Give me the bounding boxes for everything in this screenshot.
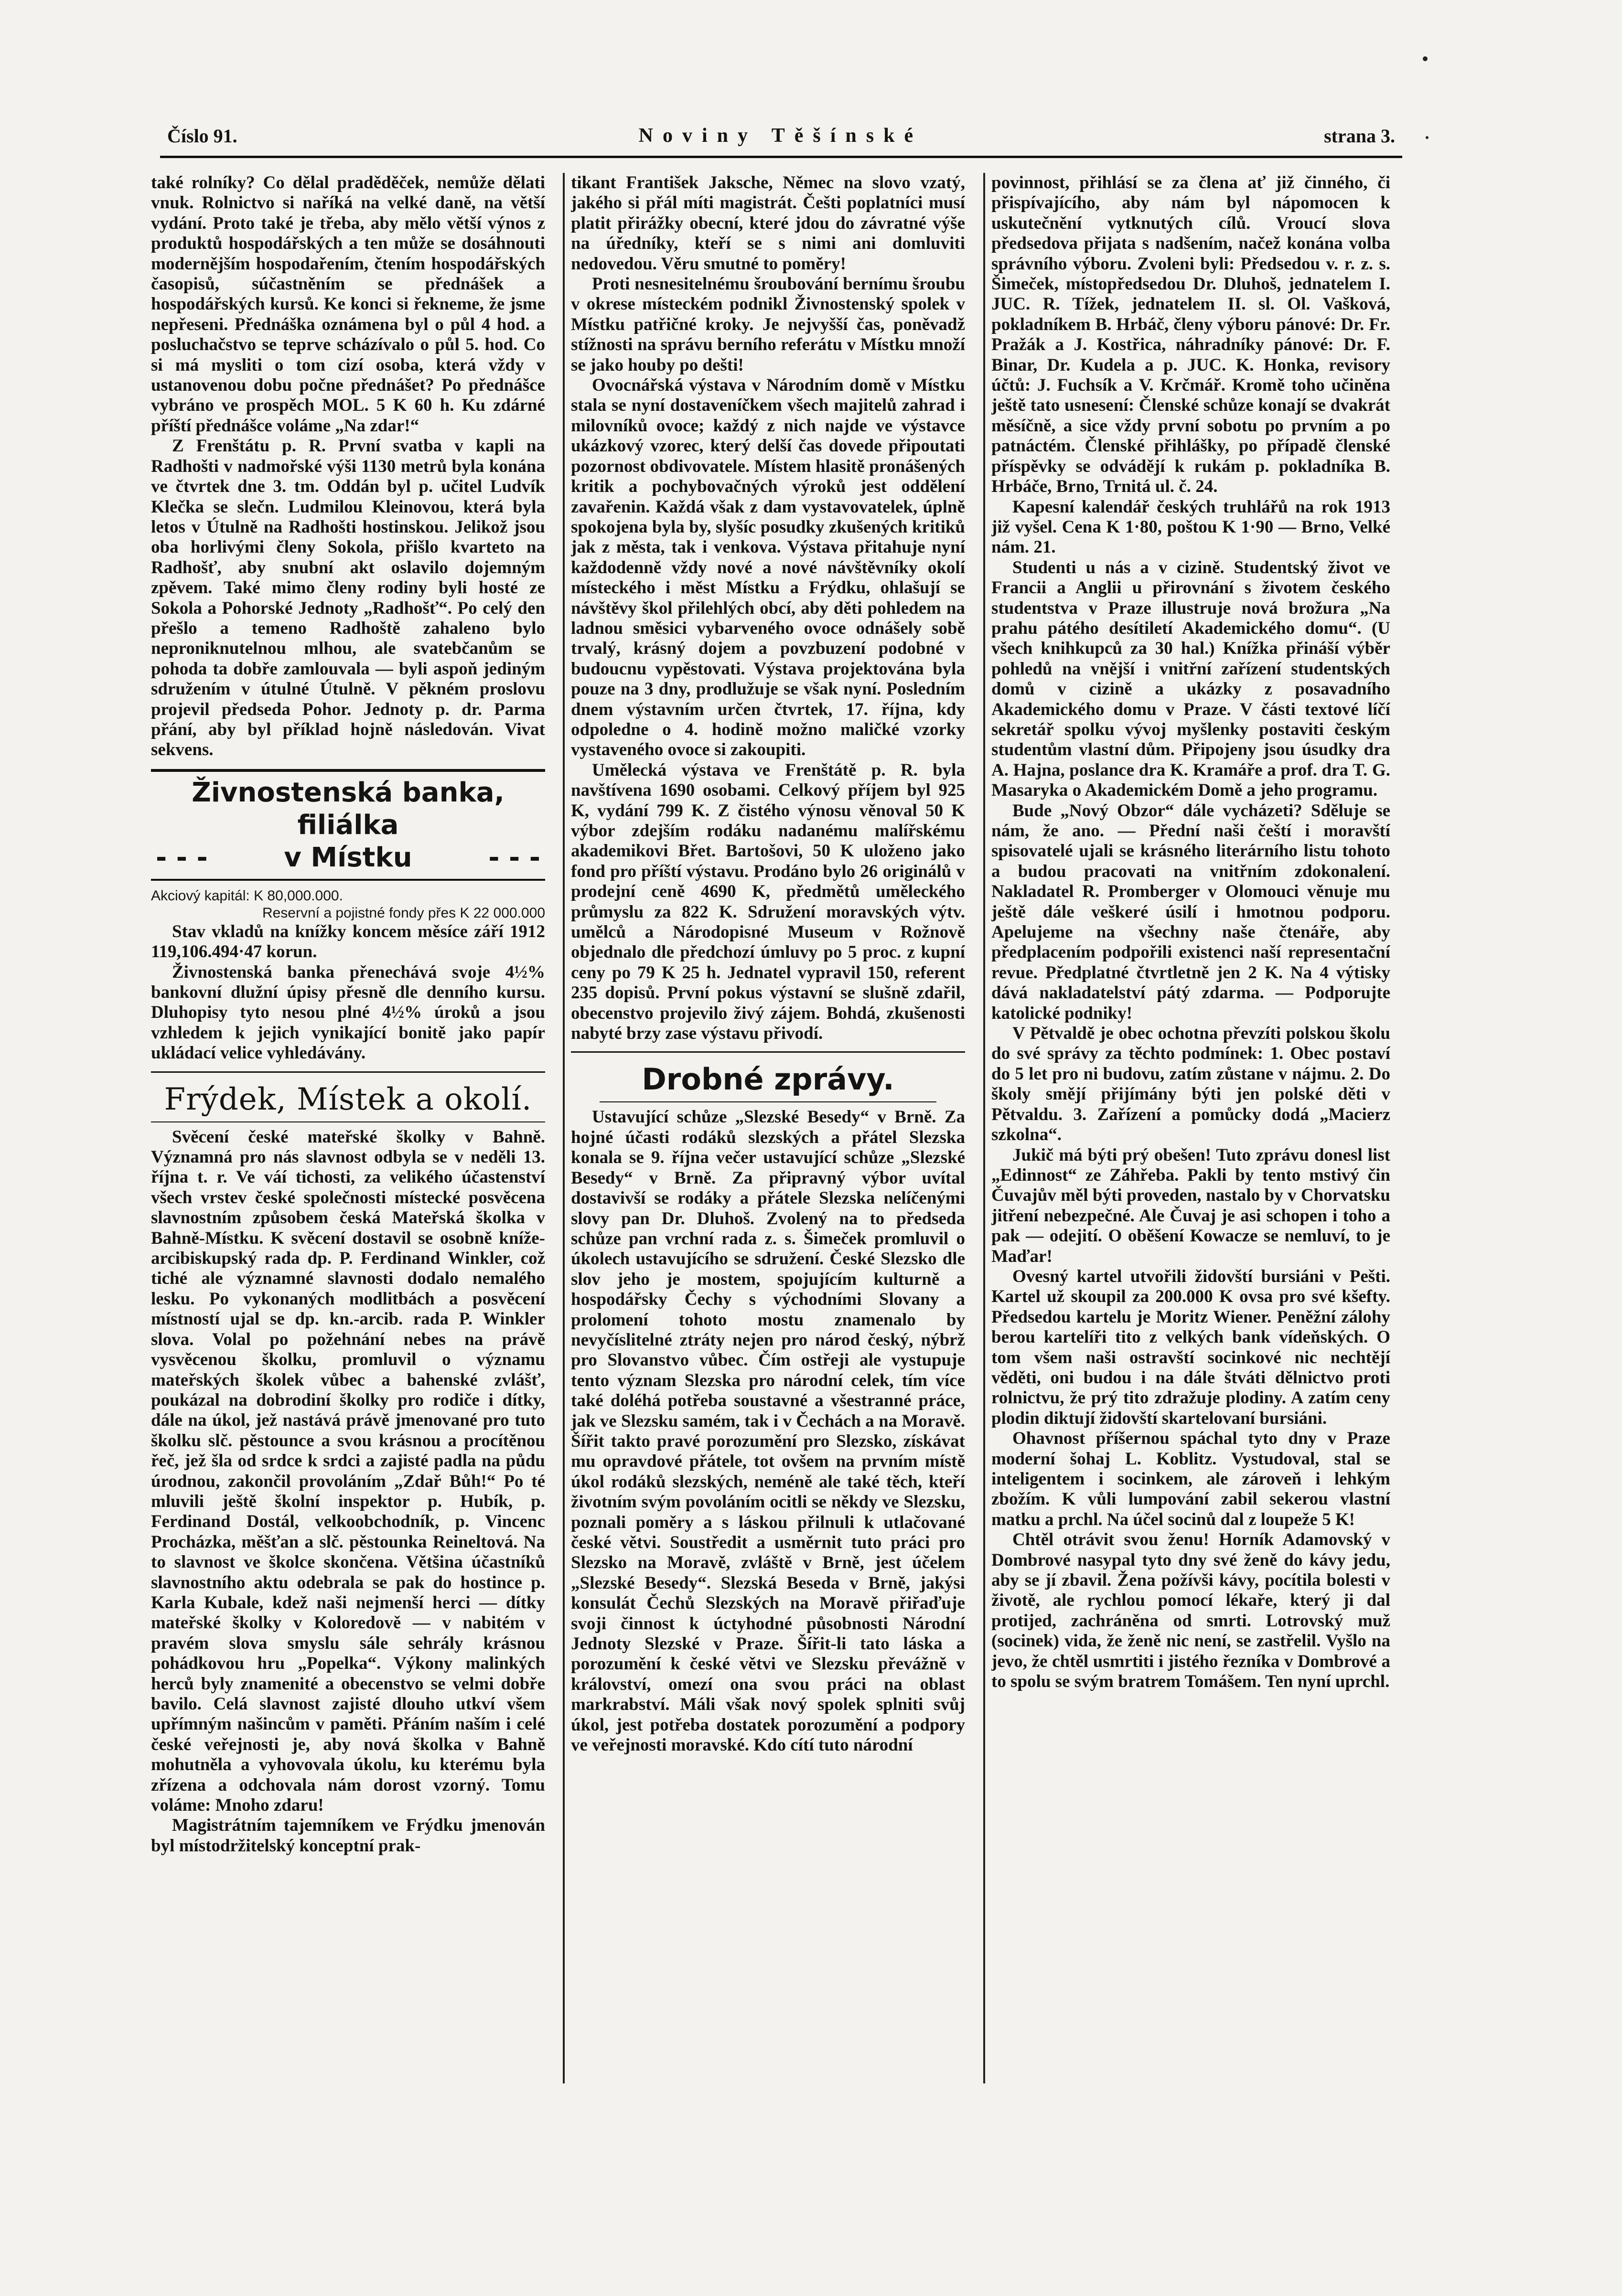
article-text: Významná pro nás slavnost odbyla se v neděli 13. října t. r. Ve váí tichosti, za velikého účastenství všech vrstev české společnosti místecké posvěcena slavnostním způsobem česká Mateřská školka v Bahně-Místku. K svěcení dostavil se osobně kníže-arcibiskupský rada dp. P. Ferdinand Winkler, což tiché ale významné slavnosti dodalo nemalého lesku. Po vykonaných modlitbách a posvěcení místností ujal se dp. kn.-arcib. rada P. Winkler slova. Volal po požehnání nebes na právě vysvěcenou školku, promluvil o významu mateřských školek vůbec a bahenské zvlášť, poukázal na dobrodiní školky pro rodiče i dítky, dále na úkol, jež nastává právě jmenované pro tuto školku slč. pěstounce a svou krásnou a procítěnou řeč, jež šla od srdce k srdci a zajisté padla na půdu úrodnou, zakončil provoláním „Zdař Bůh!“ Po té mluvili ještě školní inspektor p. Hubík, p. Ferdinand Dostál, velkoobchodník, p. Vincenc Procházka, měšťan a slč. pěstounka Reineltová. Na to slavnost ve školce skončena. Většina účastníků slavnostního aktu odebrala se pak do hostince p. Karla Kubale, kdež naši nejmenší herci — dítky mateřské školky v Koloredově — v nabitém v pravém slova smyslu sále sehrály krásnou pohádkovou hru „Popelka“. Výkony malinkých herců byly znamenité a obecenstvo se velmi dobře bavilo. Celá slavnost zajisté dlouho utkví všem upřímným našincům v paměti. Přáním naším i celé české veřejnosti je, aby nová školka v Bahně mohutněla a vyhovovala úkolu, ku kterému byla zřízena a odchovala nám dorost vzorný. Tomu voláme: Mnoho zdaru! [151,1147,545,1815]
article-paragraph: tikant František Jaksche, Němec na slovo vzatý, jakého si přál míti magistrát. Češti poplatníci musí platit přirážky obecní, které jdou do závratné výše na úředníky, kteří se s nimi ani domluviti nedovedou. Věru smutné to poměry! [571,173,965,274]
article-paragraph [991,801,1390,1024]
ad-paragraph: Stav vkladů na knížky koncem měsíce září 1912 119,106.494·47 korun. [151,921,545,962]
article-text: jmenován byl místodržitelský konceptní prak- [151,1815,545,1856]
ad-title: Živnostenská banka, filiálka [192,777,505,841]
article-paragraph [991,1429,1390,1530]
column-1 [151,173,545,2141]
article-paragraph [991,558,1390,801]
article-text: spáchal tyto dny v Praze moderní šohaj L. Koblitz. Vystudoval, stal se inteligentem i socinkem, ale zároveň i lehkým zbožím. K vůli lumpování zabil sekerou vlastní matku a prchl. Na účel socinů dal z loupeže 5 K! [991,1429,1390,1529]
article-paragraph [571,760,965,1044]
article-paragraph [151,436,545,760]
page-number: strana 3. [1324,125,1395,147]
article-paragraph: povinnost, přihlásí se za člena ať již činného, či přispívajícího, aby nám byl nápomocen k uskutečnění vytknutých cílů. Vroucí slova předsedova přijata s nadšením, načež konána volba správního výboru. Zvoleni byli: Předsedou v. r. z. s. Šimeček, místopředsedou Dr. Dluhoš, jednatelem I. JUC. R. Tížek, jednatelem II. sl. Ol. Vašková, pokladníkem B. Hrbáč, členy výboru pánové: Dr. Fr. Pražák a J. Kostřica, náhradníky pánové: Dr. F. Binar, Dr. Kudela a p. JUC. K. Honka, revisory účtů: J. Fuchsík a V. Krčmář. Kromě toho učiněna ještě tato usnesení: Členské schůze konají se dvakrát měsíčně, a sice vždy první sobotu po prvním a po patnáctém. Členské přihlášky, po případě členské příspěvky se odvádějí k rukám p. pokladníka B. Hrbáče, Brno, Trnitá ul. č. 24. [991,173,1390,497]
column-divider [983,173,985,2083]
article-paragraph [571,1107,965,1755]
header-rule [160,156,1402,158]
article-lead: Jukič má býti prý obešen! [1012,1145,1212,1165]
article-text: šroubu v okrese místeckém podnikl Živnostenský spolek v Místku patřičné kroky. Je nejvyšší čas, poněvadž stížnosti na správu berního referátu v Místku množí se jako houby po dešti! [571,274,965,375]
column-divider [563,173,565,2083]
article-text: Za hojné účasti rodáků slezských a přátel Slezska konala se 9. října večer ustavující schůze „Slezské Besedy“ v Brně. Za připravný výbor uvítal dostavivší se rodáky a přátele Slezska nelíčenými slovy pan Dr. Dluhoš. Zvolený na to předseda schůze pan vrchní rada z. s. Šimeček promluvil o úkolech ustavujícího se sdružení. České Slezsko dle slov jeho je mostem, spojujícím kulturně a hospodářsky Čechy s východními Slovany a prolomení tohoto mostu znamenalo by nevyčíslitelné ztráty nejen pro národ český, nýbrž pro Slovanstvo vůbec. Čím ostřeji ale vystupuje tento význam Slezska pro národní celek, tím více také doléhá potřeba soustavné a všestranné práce, jak ve Slezsku samém, tak i v Čechách a na Moravě. Šířit takto pravé porozumění pro Slezsko, získávat mu opravdové přátele, tot ovšem na prvním místě úkol rodáků slezských, neméně ale také těch, kteří životním svým povoláním ocitli se někdy ve Slezsku, poznali poměry a s láskou přilnuli k utlačované české větvi. Soustředit a usměrnit tuto práci pro Slezsko na Moravě, zvláště v Brně, jest účelem „Slezské Besedy“. Slezská Beseda v Brně, jakýsi konsulát Čechů Slezských na Moravě přiřaďuje svoji činnost k úctyhodné působnosti Národní Jednoty Slezské v Praze. Šířit-li tato láska a porozumění k české větvi ve Slezsku převážně v království, omezí ona svou práci na oblast markrabství. Máli však nový spolek splniti svůj úkol, jest potřeba dostatek porozumění a podpory ve veřejnosti moravské. Kdo cítí tuto národní [571,1107,965,1755]
section-rule [151,1121,545,1122]
section-rule [600,1101,936,1102]
column-3 [991,173,1390,2141]
column-2 [571,173,965,2141]
ad-capital: Akciový kapitál: K 80,000.000. [151,887,343,904]
newspaper-title: Noviny Těšínské [638,125,923,147]
ad-subtitle [151,842,545,874]
article-paragraph [991,497,1390,558]
article-paragraph [151,1815,545,1856]
article-text: byla navštívena 1690 osobami. Celkový příjem byl 925 K, vydání 799 K. Z čistého výnosu věnoval 50 K výbor zdejším rodáku nadanému malířskému akademikovi Břet. Bartošovi, 50 K uloženo jako fond pro příští výstavu. Prodáno bylo 26 originálů v prodejní ceně 4690 K, předmětů uměleckého průmyslu za 822 K. Sdružení moravských výtv. umělců a Národopisné Museum v Rožnově objednalo dle předchozí úmluvy po 5 proc. z kupní ceny po 79 K 25 h. Jednatel vypravil 150, referent 235 dopisů. První pokus výstavní se slušně zdařil, obecenstvo projevilo živý zájem. Bohdá, zkušenosti nabyté brzy zase výstavu přivodí. [571,760,965,1044]
ad-paragraph: Živnostenská banka přenechává svoje 4½% bankovní dlužní úpisy přesně dle denního kursu. Dluhopisy tyto nesou plné 4½% úroků a jsou vzhledem k jejich vynikající bonitě jako papír ukládací velice vyhledávány. [151,962,545,1063]
article-text: v Pešti. Kartel už skoupil za 200.000 K ovsa pro své kšefty. Předsedou kartelu je Moritz Wiener. Peněžní zálohy berou kartelíři tito z velkých bank vídeňských. O tom všem naši ostravští socinkové nic nechtějí věděti, oni budou i na dále štváti dělnictvo proti rolnictvu, že prý tito zdražuje plodiny. A zatím ceny plodin diktují židovští skartelovaní bursiáni. [991,1266,1390,1428]
ad-dash: - - - [488,842,540,873]
article-paragraph: také rolníky? Co dělal praděděček, nemůže dělati vnuk. Rolnictvo si naříká na velké daně, na větší vydání. Proto také je třeba, aby mělo větší výnos z produktů hospodářských a ten může se dosáhnouti modernějším hospodařením, čtením hospodářských časopisů, súčastněním se přednášek a hospodářských kursů. Ke konci si řekneme, že jsme nepřeseni. Přednáška oznámena byl o půl 4 hod. a posluchačstvo se teprve scházívalo o půl 5. hod. Co si má mysliti o tom cizí osoba, která vždy v ustanovenou dobu počne přednášet? Po přednášce vybráno ve prospěch MOL. 5 K 60 h. Ku zdárné příští přednášce voláme „Na zdar!“ [151,173,545,436]
article-text: Tuto zprávu donesl list „Edinnost“ ze Záhřeba. Pakli by tento mstivý čin Čuvajův měl býti proveden, nastalo by v Chorvatsku jitření nebezpečné. Ale Čuvaj je asi schopen i toho a pak — odejití. O oběšení Kowacze se nemluví, to je Maďar! [991,1145,1390,1266]
article-lead: Chtěl otrávit svou ženu! [1012,1530,1209,1550]
article-paragraph [571,375,965,760]
article-text: První svatba v kapli na Radhošti v nadmořské výši 1130 metrů byla konána ve čtvrtek dne 3. tm. Oddán byl p. učitel Ludvík Klečka se slečn. Ludmilou Kleinovou, která byla letos v Útulně na Radhošti hostinskou. Jelikož jsou oba horlivými členy Sokola, přišlo kvarteto na Radhošť, aby snubní akt oslavilo dojemným zpěvem. Také mimo členy rodiny byli hosté ze Sokola a Pohorské Jednoty „Radhošť“. Po celý den přešlo a temeno Radhoště zahaleno bylo neproniknutelnou mlhou, ale svatebčanům se pohoda ta dobře zamlouvala — byli aspoň jediným sdružením v útulné Útulně. V pěkném proslovu projevil předseda Pohor. Jednoty p. dr. Parma přání, aby byl příklad hojně následován. Vivat sekvens. [151,436,545,760]
print-speck [1426,136,1429,139]
article-lead: Svěcení české mateřské školky v Bahně. [172,1127,545,1147]
article-paragraph [991,1145,1390,1267]
article-lead: Studenti u nás a v cizině. [1012,557,1225,577]
article-lead: Ustavující schůze „Slezské Besedy“ v Brně. [592,1107,936,1127]
section-heading: Drobné zprávy. [642,1062,894,1097]
article-lead: Kapesní kalendář českých truhlářů [1012,497,1288,517]
article-text: v Národním domě v Místku stala se nyní dostaveníčkem všech majitelů zahrad i milovníků ovoce; každý z nich najde ve výstavce ukázkový vzorec, který delší čas dovede připoutati pozornost obdivovatele. Místem hlasitě pronášených kritik a pochybovačných výroků jest oddělení zavařenin. Každá však z dam vystavovatelek, úplně spokojena byla by, slyšíc posudky zkušených kritiků jak z města, tak i venkova. Výstava přitahuje nyní každodenně vždy nové a nové návštěvníky okolí místeckého i měst Místku a Frýdku, ohlašují se návštěvy škol přilehlých obcí, aby děti pohledem na ladnou směsici vybarveného ovoce odnášely sobě trvalý, krásný dojem a povzbuzení podobné v budoucnu vypěstovati. Výstava projektována byla pouze na 3 dny, prodlužuje se však nyní. Posledním dnem výstavním určen čtvrtek, 17. října, kdy odpoledne o 4. hodině možno maličké vzorky vystaveného ovoce si zakoupiti. [571,375,965,760]
article-text: Studentský život ve Francii a Anglii u přirovnání s životem českého studentstva v Praze illustruje nová brožura „Na prahu pátého desítiletí Akademického domu“. (U všech knihkupců za 30 hal.) Knížka přináší výběr pohledů na vnější i vnitřní zařízení studentských domů v cizině a ukázky z posavadního Akademického domu v Praze. V části textové líčí sekretář spolku vývoj myšlenky postaviti českým studentům vlastní dům. Připojeny jsou úsudky dra A. Hajna, poslance dra K. Kramáře a prof. dra T. G. Masaryka o Akademickém Domě a jeho programu. [991,557,1390,801]
article-paragraph [991,1267,1390,1429]
ad-location: v Místku [284,842,412,873]
article-text: Sděluje se nám, že ano. — Přední naši čeští i moravští spisovatelé ujali se krásného literárního listu tohoto a budou pracovati na vnitřním zdokonalení. Nakladatel R. Promberger v Olomouci věnuje mu ještě dále veškeré úsilí i hmotnou podporu. Apelujeme na všechny naše čtenáře, aby předplacením podpořili existenci naší representační revue. Předplatné čtvrtletně jen 2 K. Na 4 výtisky dává nakladatelství pátý zdarma. — Podporujte katolické podniky! [991,801,1390,1023]
article-lead: Z Frenštátu p. R. [172,436,326,456]
issue-number: Číslo 91. [167,125,237,147]
article-paragraph [991,1530,1390,1692]
article-paragraph [991,1024,1390,1145]
ad-dash: - - - [156,842,208,873]
section-heading: Frýdek, Místek a okolí. [164,1081,532,1117]
ad-rule [151,1071,545,1073]
article-lead: Bude „Nový Obzor“ dále vycházeti? [1012,801,1302,821]
article-paragraph [151,1127,545,1816]
bank-advertisement [151,769,545,881]
section-rule [571,1051,965,1053]
article-lead: Proti nesnesitelnému šroubování bernímu [592,274,908,294]
article-lead: Ovesný kartel utvořili židovští bursiáni [1012,1266,1324,1286]
article-lead: Magistrátním tajemníkem ve Frýdku [172,1815,463,1836]
article-text: na rok 1913 již vyšel. Cena K 1·80, poštou K 1·90 — Brno, Velké nám. 21. [991,497,1390,557]
article-text: Horník Adamovský v Dombrové nasypal tyto dny své ženě do kávy jedu, aby se jí zbavil. Žena požívši kávy, pocítila bolesti v životě, ale rychlou pomocí lékaře, který ji dal protijed, zachráněna od smrti. Lotrovský muž (socinek) vida, že ženě nic není, se zastřelil. Vyšlo na jevo, že chtěl usmrtiti i jistého řezníka v Dombrové a to spolu se svým bratrem Tomášem. Ten nyní uprchl. [991,1530,1390,1692]
print-speck [1423,56,1428,61]
article-text: je obec ochotna převzíti polskou školu do své správy za těchto podmínek: 1. Obec postaví do 5 let pro ni budovu, zatím zůstane v nájmu. 2. Do školy smějí přijímány býti jen polské děti v Pětvaldu. 3. Zařízení a pomůcky dodá „Macierz szkolna“. [991,1024,1390,1145]
article-lead: Ohavnost příšernou [1012,1429,1170,1449]
ad-reserve: Reservní a pojistné fondy přes K 22 000.000 [262,905,545,921]
article-lead: V Pětvaldě [1012,1024,1095,1044]
article-lead: Umělecká výstava ve Frenštátě p. R. [592,760,918,780]
article-lead: Ovocnářská výstava [592,375,746,395]
page-header [167,118,1395,147]
article-paragraph [571,274,965,375]
